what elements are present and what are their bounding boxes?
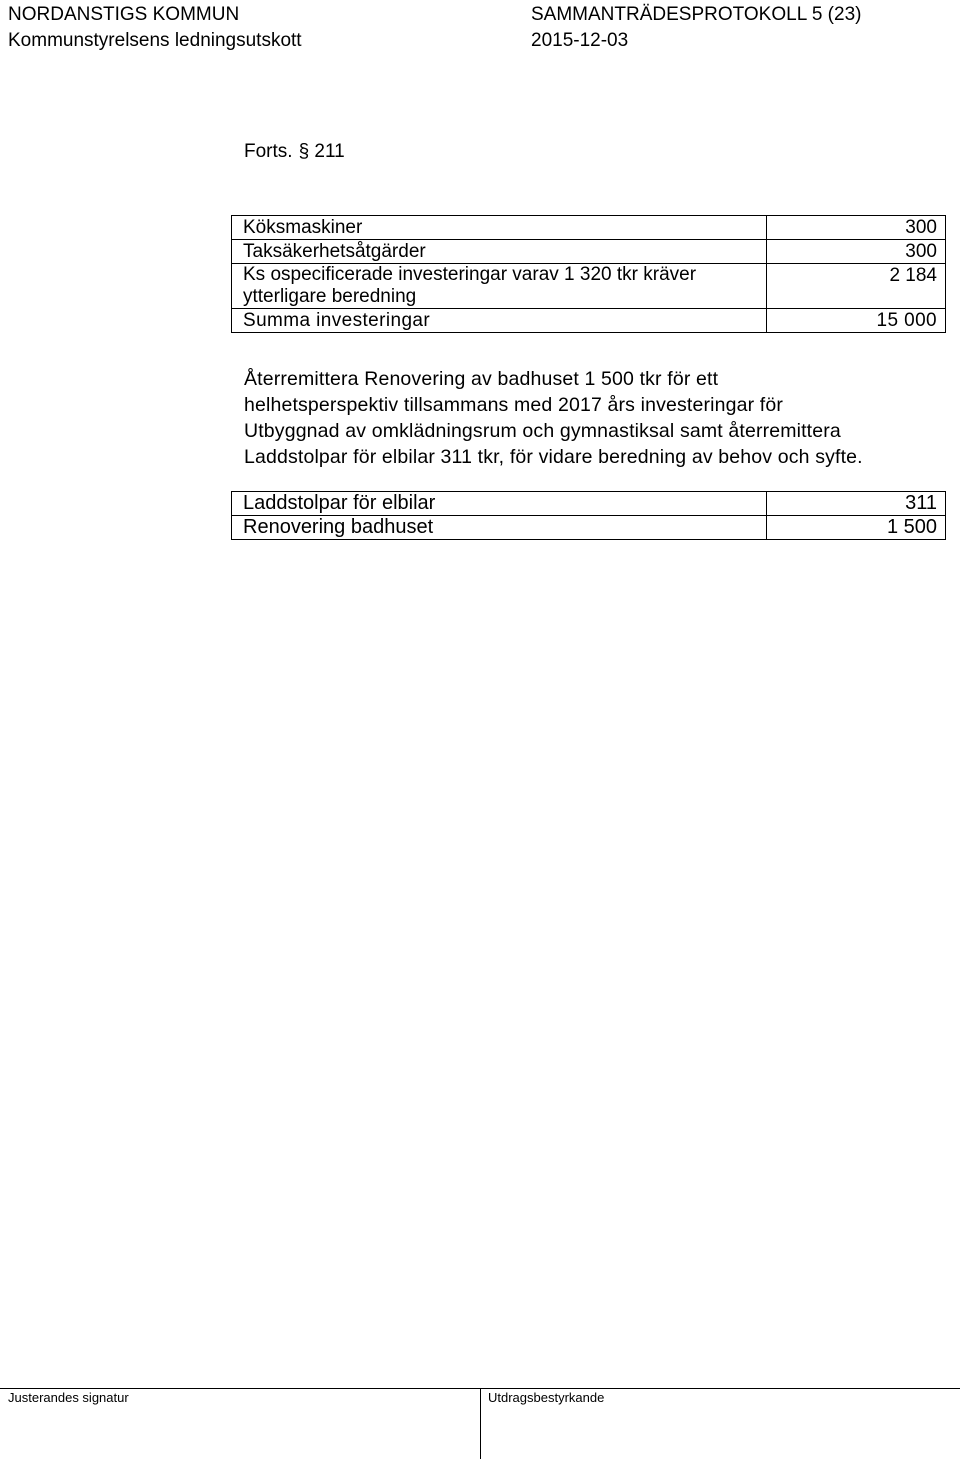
item-cell: Laddstolpar för elbilar: [232, 492, 767, 516]
paragraph-line: Laddstolpar för elbilar 311 tkr, för vidare beredning av behov och syfte.: [244, 446, 863, 468]
footer-column-divider: [480, 1388, 481, 1459]
investments-table: [231, 215, 946, 333]
table-row: [232, 492, 946, 516]
organization-name: NORDANSTIGS KOMMUN: [8, 4, 240, 25]
section-number: § 211: [298, 141, 345, 162]
amount-cell: 1 500: [767, 516, 946, 540]
table-row: [232, 240, 946, 264]
item-cell: Ks ospecificerade investeringar varav 1 320 tkr kräver ytterligare beredning: [232, 264, 767, 309]
table-row: [232, 216, 946, 240]
item-cell: Taksäkerhetsåtgärder: [232, 240, 767, 264]
continuation-label: Forts.: [244, 141, 293, 162]
continuation-marker: [244, 141, 345, 163]
decision-paragraph: [244, 366, 949, 470]
item-cell: Köksmaskiner: [232, 216, 767, 240]
table-row: [232, 264, 946, 309]
total-row: [232, 309, 946, 333]
paragraph-line: Återremittera Renovering av badhuset 1 500 tkr för ett: [244, 368, 719, 390]
committee-name: Kommunstyrelsens ledningsutskott: [8, 30, 302, 51]
amount-cell: 300: [767, 240, 946, 264]
remitted-table: [231, 491, 946, 540]
paragraph-line: Utbyggnad av omklädningsrum och gymnastiksal samt återremittera: [244, 420, 841, 442]
meeting-date: 2015-12-03: [531, 30, 629, 51]
total-label: Summa investeringar: [232, 309, 767, 333]
paragraph-line: helhetsperspektiv tillsammans med 2017 års investeringar för: [244, 394, 783, 416]
total-amount: 15 000: [767, 309, 946, 333]
amount-cell: 2 184: [767, 264, 946, 309]
extract-certification-label: Utdragsbestyrkande: [488, 1390, 605, 1405]
amount-cell: 300: [767, 216, 946, 240]
amount-cell: 311: [767, 492, 946, 516]
item-cell: Renovering badhuset: [232, 516, 767, 540]
document-type: SAMMANTRÄDESPROTOKOLL 5 (23): [531, 4, 862, 25]
table-row: [232, 516, 946, 540]
adjuster-signature-label: Justerandes signatur: [8, 1390, 129, 1405]
